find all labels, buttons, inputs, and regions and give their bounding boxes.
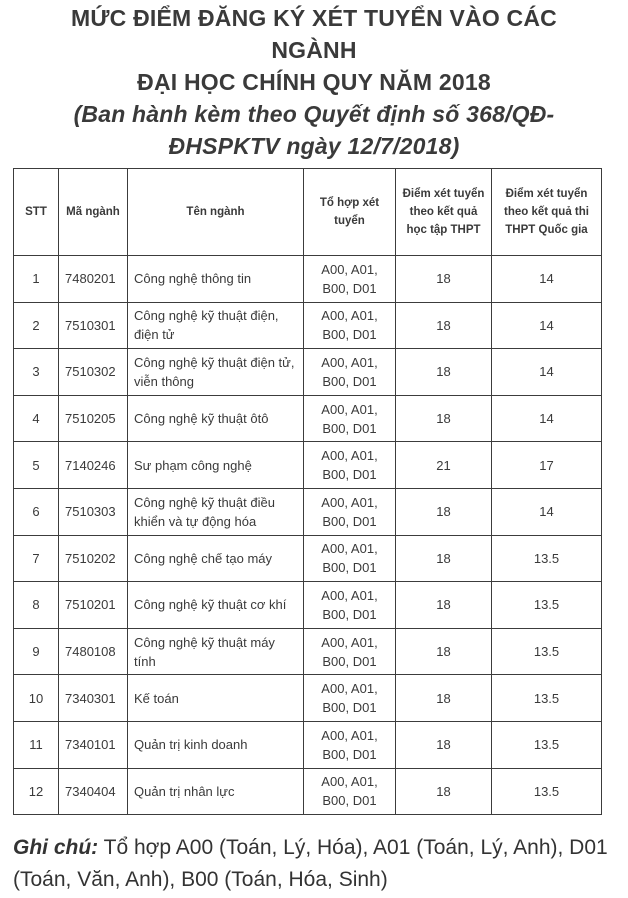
cell-to-hop: A00, A01, B00, D01 — [304, 768, 396, 815]
cell-stt: 6 — [14, 488, 59, 535]
table-row — [14, 302, 602, 349]
cell-diem-hoc-tap: 18 — [396, 488, 492, 535]
cell-ma-nganh: 7140246 — [59, 442, 128, 489]
cell-stt: 10 — [14, 675, 59, 722]
cell-diem-hoc-tap: 18 — [396, 675, 492, 722]
cell-ma-nganh: 7340301 — [59, 675, 128, 722]
cell-stt: 4 — [14, 395, 59, 442]
cell-diem-hoc-tap: 18 — [396, 395, 492, 442]
footnote — [13, 832, 618, 896]
cell-ma-nganh: 7510202 — [59, 535, 128, 582]
cell-diem-hoc-tap: 18 — [396, 768, 492, 815]
cell-diem-hoc-tap: 18 — [396, 256, 492, 303]
cell-ma-nganh: 7480108 — [59, 628, 128, 675]
cell-ten-nganh: Công nghệ kỹ thuật cơ khí — [128, 582, 304, 629]
cell-ten-nganh: Công nghệ kỹ thuật ôtô — [128, 395, 304, 442]
cell-diem-thi: 14 — [492, 256, 602, 303]
cell-ma-nganh: 7510302 — [59, 349, 128, 396]
cell-diem-thi: 13.5 — [492, 768, 602, 815]
cell-stt: 12 — [14, 768, 59, 815]
cell-to-hop: A00, A01, B00, D01 — [304, 349, 396, 396]
cell-stt: 11 — [14, 721, 59, 768]
cell-diem-hoc-tap: 18 — [396, 628, 492, 675]
cell-to-hop: A00, A01, B00, D01 — [304, 256, 396, 303]
cell-diem-thi: 13.5 — [492, 721, 602, 768]
cell-stt: 1 — [14, 256, 59, 303]
table-row — [14, 768, 602, 815]
cell-to-hop: A00, A01, B00, D01 — [304, 535, 396, 582]
footnote-text: Tổ hợp A00 (Toán, Lý, Hóa), A01 (Toán, Lý, Anh), D01 (Toán, Văn, Anh), B00 (Toán, Hóa, Sinh) — [13, 836, 608, 891]
cell-diem-thi: 13.5 — [492, 628, 602, 675]
document-title — [0, 2, 628, 162]
table-row — [14, 582, 602, 629]
admission-score-table — [13, 168, 602, 815]
table-header-row — [14, 169, 602, 256]
cell-to-hop: A00, A01, B00, D01 — [304, 628, 396, 675]
cell-diem-hoc-tap: 18 — [396, 349, 492, 396]
cell-to-hop: A00, A01, B00, D01 — [304, 582, 396, 629]
table-row — [14, 675, 602, 722]
cell-diem-thi: 13.5 — [492, 535, 602, 582]
cell-diem-hoc-tap: 18 — [396, 535, 492, 582]
cell-diem-thi: 14 — [492, 302, 602, 349]
cell-diem-thi: 13.5 — [492, 582, 602, 629]
table-row — [14, 395, 602, 442]
cell-diem-thi: 14 — [492, 488, 602, 535]
table-row — [14, 488, 602, 535]
cell-stt: 9 — [14, 628, 59, 675]
header-ten-nganh: Tên ngành — [128, 169, 304, 256]
cell-ma-nganh: 7510303 — [59, 488, 128, 535]
cell-ten-nganh: Quản trị kinh doanh — [128, 721, 304, 768]
cell-to-hop: A00, A01, B00, D01 — [304, 488, 396, 535]
table-row — [14, 349, 602, 396]
footnote-label: Ghi chú: — [13, 836, 99, 859]
cell-diem-hoc-tap: 21 — [396, 442, 492, 489]
cell-ma-nganh: 7480201 — [59, 256, 128, 303]
title-line-1: MỨC ĐIỂM ĐĂNG KÝ XÉT TUYỂN VÀO CÁC — [71, 5, 557, 31]
cell-ma-nganh: 7510205 — [59, 395, 128, 442]
cell-ma-nganh: 7340404 — [59, 768, 128, 815]
table-row — [14, 721, 602, 768]
cell-diem-thi: 13.5 — [492, 675, 602, 722]
cell-ten-nganh: Kế toán — [128, 675, 304, 722]
table-row — [14, 256, 602, 303]
cell-to-hop: A00, A01, B00, D01 — [304, 442, 396, 489]
cell-ten-nganh: Công nghệ kỹ thuật điện tử, viễn thông — [128, 349, 304, 396]
cell-stt: 3 — [14, 349, 59, 396]
header-to-hop: Tổ hợp xét tuyển — [304, 169, 396, 256]
cell-ten-nganh: Sư phạm công nghệ — [128, 442, 304, 489]
title-line-5: ĐHSPKTV ngày 12/7/2018) — [168, 133, 460, 159]
cell-diem-thi: 17 — [492, 442, 602, 489]
header-ma-nganh: Mã ngành — [59, 169, 128, 256]
title-line-2: NGÀNH — [271, 37, 357, 63]
cell-stt: 7 — [14, 535, 59, 582]
cell-ten-nganh: Công nghệ kỹ thuật máy tính — [128, 628, 304, 675]
cell-to-hop: A00, A01, B00, D01 — [304, 721, 396, 768]
cell-to-hop: A00, A01, B00, D01 — [304, 675, 396, 722]
cell-stt: 5 — [14, 442, 59, 489]
title-line-3: ĐẠI HỌC CHÍNH QUY NĂM 2018 — [137, 69, 491, 95]
title-line-4: (Ban hành kèm theo Quyết định số 368/QĐ- — [73, 101, 555, 127]
header-stt: STT — [14, 169, 59, 256]
cell-stt: 2 — [14, 302, 59, 349]
cell-ten-nganh: Công nghệ chế tạo máy — [128, 535, 304, 582]
table-row — [14, 442, 602, 489]
cell-diem-hoc-tap: 18 — [396, 721, 492, 768]
cell-stt: 8 — [14, 582, 59, 629]
cell-to-hop: A00, A01, B00, D01 — [304, 395, 396, 442]
table-body — [14, 256, 602, 815]
table-row — [14, 628, 602, 675]
cell-ma-nganh: 7340101 — [59, 721, 128, 768]
cell-diem-hoc-tap: 18 — [396, 302, 492, 349]
cell-ma-nganh: 7510301 — [59, 302, 128, 349]
cell-ten-nganh: Công nghệ kỹ thuật điều khiển và tự động hóa — [128, 488, 304, 535]
cell-ten-nganh: Công nghệ kỹ thuật điện, điện tử — [128, 302, 304, 349]
cell-to-hop: A00, A01, B00, D01 — [304, 302, 396, 349]
cell-ma-nganh: 7510201 — [59, 582, 128, 629]
cell-diem-hoc-tap: 18 — [396, 582, 492, 629]
header-diem-thi: Điểm xét tuyển theo kết quả thi THPT Quốc gia — [492, 169, 602, 256]
cell-diem-thi: 14 — [492, 395, 602, 442]
cell-diem-thi: 14 — [492, 349, 602, 396]
table-row — [14, 535, 602, 582]
cell-ten-nganh: Quản trị nhân lực — [128, 768, 304, 815]
header-diem-hoc-tap: Điểm xét tuyển theo kết quả học tập THPT — [396, 169, 492, 256]
cell-ten-nganh: Công nghệ thông tin — [128, 256, 304, 303]
